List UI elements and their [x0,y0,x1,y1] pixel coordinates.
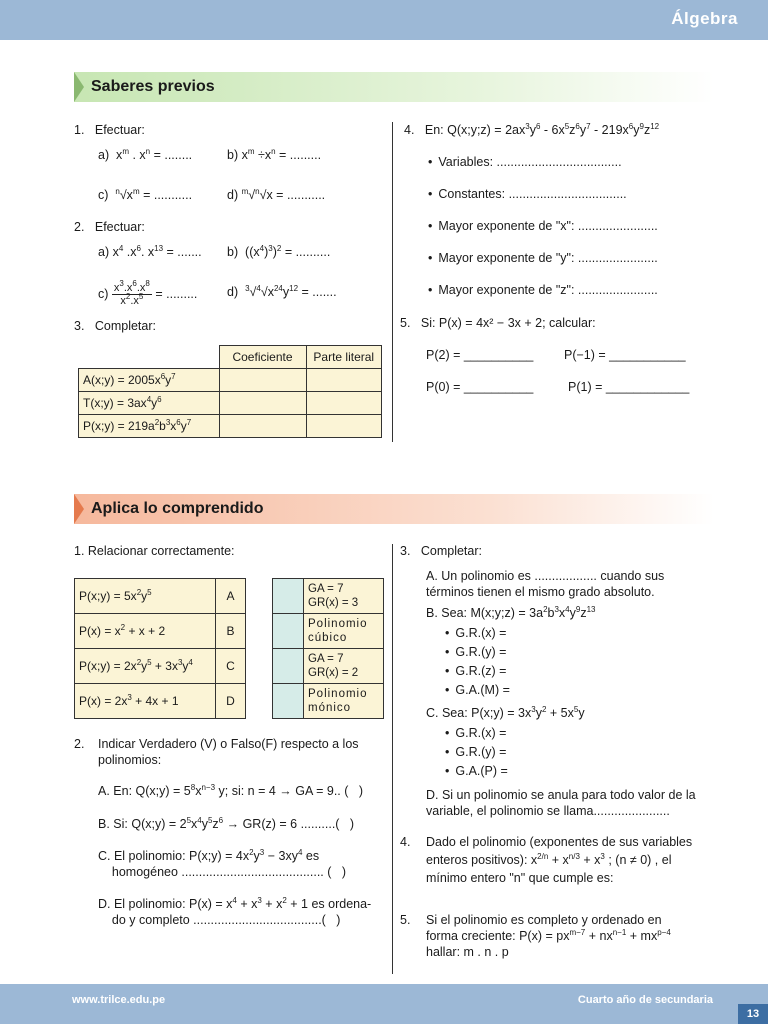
table-header-parte-literal: Parte literal [306,346,382,369]
q3-item-a: A. Un polinomio es .................. cuando sus términos tienen el mismo grado absoluto. [426,569,665,599]
table-cell-expression: P(x;y) = $219a^2b^3x^6y^7$ [79,415,220,438]
column-divider [392,544,393,974]
match-left-expression: $P(x) = 2x^3 + 4x + 1$ [75,684,216,719]
q3-item-b: B. Sea: M(x;y;z) = $3a^2b^3x^4y^9z^{13}$ [426,605,596,620]
section-band-saberes-previos [74,72,714,102]
q4-exp-x: • Mayor exponente de "x": ....................... [428,219,658,233]
q5-pm1: P(−1) = ___________ [564,348,686,362]
table-row [75,649,246,684]
match-answer-box[interactable] [273,649,304,684]
q4-constantes: • Constantes: .................................. [428,187,627,201]
match-letter: A [216,579,246,614]
q4-exp-z: • Mayor exponente de "z": ....................... [428,283,658,297]
q3b-grz: • G.R.(z) = [445,664,506,678]
q3c-gry: • G.R.(y) = [445,745,506,759]
match-answer-box[interactable] [273,579,304,614]
table-cell-expression: A(x;y) = $2005x^6y^7$ [79,369,220,392]
match-right-item: Polinomio cúbico [304,614,384,649]
question-5: 5. Si: P(x) = 4x² − 3x + 2; calcular: [400,316,596,330]
q4-variables: • Variables: .................................... [428,155,622,169]
q3c-gap: • G.A.(P) = [445,764,508,778]
q2-statement-a: A. En: Q(x;y) = $5^8x^{n-3}$ y; si: n = 4 → GA = 9.. ( ) [98,783,363,798]
match-letter: B [216,614,246,649]
footer-grade: Cuarto año de secundaria [577,994,713,1006]
q1-item-d: d) $^m$√$^n$√x = ........... [227,187,326,202]
q5-p0: P(0) = __________ [426,380,534,394]
question-2: 2. Efectuar: [74,220,145,234]
match-right-item: GA = 7 GR(x) = 3 [304,579,384,614]
table-cell-blank[interactable] [306,369,382,392]
question-1: 1. Efectuar: [74,123,145,137]
table-cell-blank[interactable] [219,415,306,438]
q3c-grx: • G.R.(x) = [445,726,506,740]
table-cell-blank[interactable] [306,392,382,415]
table-row [75,684,246,719]
match-right-item: GA = 7 GR(x) = 2 [304,649,384,684]
footer-url[interactable]: www.trilce.edu.pe [72,994,166,1006]
table-row [273,579,384,614]
q3b-gam: • G.A.(M) = [445,683,510,697]
s2-question-1: 1. Relacionar correctamente: [74,544,235,558]
table-row [79,392,382,415]
q2-item-a: a) $x^4$ $.x^6$. $x^{13}$ = ....... [98,244,202,259]
section-title: Aplica lo comprendido [91,500,264,517]
q3-item-c: C. Sea: P(x;y) = $3x^3y^2 + 5x^5y$ [426,705,585,720]
monomial-table [78,345,382,438]
q5-p2: P(2) = __________ [426,348,534,362]
table-cell-blank[interactable] [219,392,306,415]
q3-item-d: D. Si un polinomio se anula para todo valor de la variable, el polinomio se llama...................... [426,788,696,818]
s2-question-5: 5. Si el polinomio es completo y ordenado en forma creciente: $P(x) = px^{m-7} + nx^{n-1} + mx^{p-4}$ hallar: m . n . p [400,913,671,959]
table-row [273,649,384,684]
table-row [79,369,382,392]
q2-statement-b: B. Si: Q(x;y) = $2^5x^4y^5z^6 \to GR(z) = 6$ ..........( ) [98,816,355,831]
q2-statement-c: C. El polinomio: P(x;y) = $4x^2y^3 - 3xy^4$ es homogéneo ......................................... ( ) [98,848,346,879]
table-header-coeficiente: Coeficiente [219,346,306,369]
footer-bar [0,984,768,1024]
q5-p1: P(1) = ____________ [568,380,690,394]
match-left-expression: P(x;y) = $2x^2y^5 + 3x^3y^4$ [75,649,216,684]
q1-item-c: c) $^n√x^m$ = ........... [98,187,193,202]
s2-question-3: 3. Completar: [400,544,482,558]
s2-question-2: 2. Indicar Verdadero (V) o Falso(F) respecto a los polinomios: [74,737,359,767]
section-title: Saberes previos [91,78,215,95]
match-answer-box[interactable] [273,684,304,719]
q2-item-d: d) $^3√^4√x^{24}y^{12}$ = ....... [227,284,337,299]
header-bar [0,0,768,40]
match-letter: D [216,684,246,719]
q3b-grx: • G.R.(x) = [445,626,506,640]
match-left-expression: P(x;y) = $5x^2y^5$ [75,579,216,614]
table-row [273,614,384,649]
match-left-expression: $P(x) = x^2 + x + 2$ [75,614,216,649]
table-cell-blank[interactable] [219,369,306,392]
page-number: 13 [738,1004,768,1024]
band-arrow-icon [74,72,84,102]
q1-item-a: a) $x^m$ . $x^n$ = ........ [98,147,193,162]
match-letter: C [216,649,246,684]
q2-item-c: c) $\frac{x^3.x^6.x^8}{x^2.x^5}$ = ......... [98,279,198,307]
band-arrow-icon [74,494,84,524]
q2-item-b: b) $((x^4)^3)^2$ = .......... [227,244,331,259]
match-right-table [272,578,384,719]
table-row [75,579,246,614]
table-cell-expression: T(x;y) = $3ax^4y^6$ [79,392,220,415]
q3b-gry: • G.R.(y) = [445,645,506,659]
question-3: 3. Completar: [74,319,156,333]
q2-statement-d: D. El polinomio: $P(x) = x^4 + x^3 + x^2 + 1$ es ordena- do y completo .....................................( ) [98,896,372,927]
q4-exp-y: • Mayor exponente de "y": ....................... [428,251,658,265]
column-divider [392,122,393,442]
table-row [79,415,382,438]
table-cell-blank[interactable] [306,415,382,438]
match-right-item: Polinomio mónico [304,684,384,719]
table-row [273,684,384,719]
table-row [75,614,246,649]
section-band-aplica [74,494,714,524]
q1-item-b: b) $x^m \div x^n$ = ......... [227,147,322,162]
subject-title: Álgebra [671,9,738,28]
question-4: 4. En: Q(x;y;z) = $2ax^3y^6 - 6x^5z^6y^7 - 219x^6y^9z^{12}$ [404,122,660,137]
match-left-table [74,578,246,719]
match-answer-box[interactable] [273,614,304,649]
s2-question-4: 4. Dado el polinomio (exponentes de sus variables enteros positivos): $x^{2/n} + x^{n/3} + x^3$ ; (n ≠ 0) , el mínimo entero "n" que cumple es: [400,835,693,885]
